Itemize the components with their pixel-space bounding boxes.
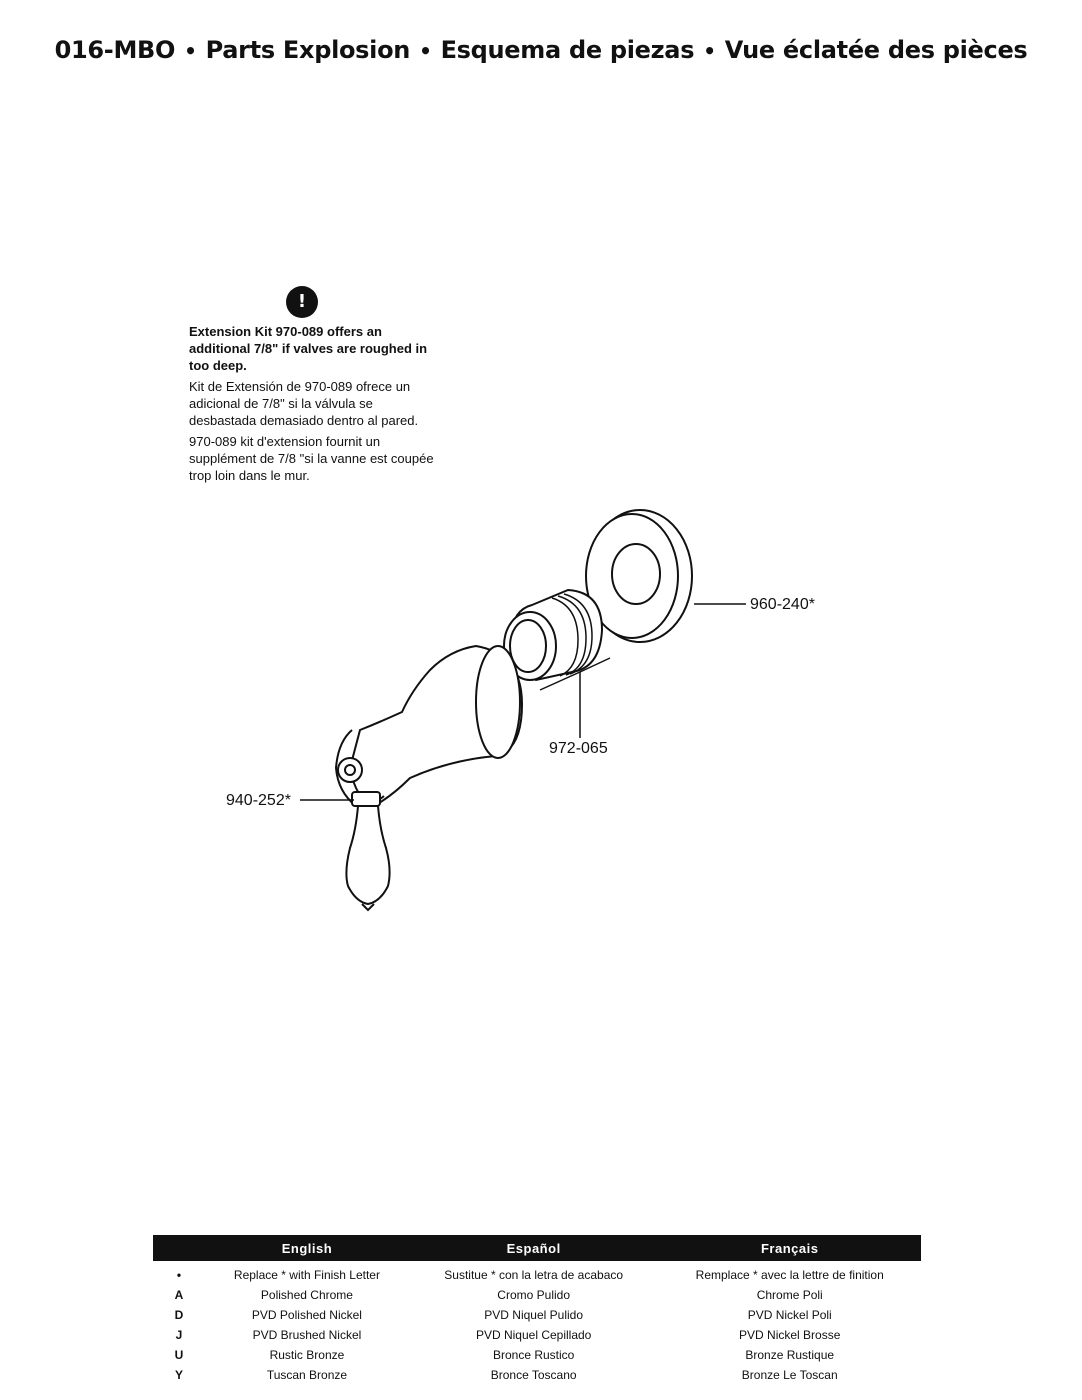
finish-spanish: Cromo Pulido — [497, 1288, 570, 1302]
table-row — [153, 1285, 921, 1305]
title-separator: • — [703, 39, 716, 63]
note-spanish: Kit de Extensión de 970-089 ofrece un adicional de 7/8" si la válvula se desbastada demasiado dentro al pared. — [189, 379, 419, 428]
finish-code: J — [175, 1328, 183, 1342]
finish-spanish: PVD Niquel Pulido — [484, 1308, 584, 1322]
note-english: Extension Kit 970-089 offers an additional 7/8" if valves are roughed in too deep. — [189, 324, 428, 373]
model-number: 016-MBO — [54, 36, 176, 64]
title-french: Vue éclatée des pièces — [724, 36, 1028, 64]
adapter-leader-line — [540, 672, 580, 738]
finish-english: Tuscan Bronze — [266, 1368, 348, 1382]
table-row — [153, 1305, 921, 1325]
finish-french: Bronze Rustique — [745, 1348, 835, 1362]
finish-table — [153, 1235, 921, 1385]
title-separator: • — [419, 39, 432, 63]
header-french: Français — [658, 1235, 921, 1261]
finish-english: PVD Polished Nickel — [251, 1308, 362, 1322]
title-spanish: Esquema de piezas — [440, 36, 695, 64]
finish-french: Bronze Le Toscan — [741, 1368, 838, 1382]
finish-code: U — [174, 1348, 184, 1362]
escutcheon-part-number: 960-240* — [750, 596, 815, 613]
header-spanish: Español — [409, 1235, 659, 1261]
handle-part-number: 940-252* — [226, 792, 291, 809]
finish-english: PVD Brushed Nickel — [252, 1328, 362, 1342]
finish-spanish: Bronce Rustico — [492, 1348, 575, 1362]
adapter-part-number: 972-065 — [549, 740, 608, 757]
header-english: English — [205, 1235, 409, 1261]
finish-code: A — [174, 1288, 184, 1302]
exclamation-icon: ! — [286, 286, 318, 318]
finish-french: PVD Nickel Poli — [747, 1308, 832, 1322]
adapter-part — [504, 590, 602, 680]
table-row — [153, 1365, 921, 1385]
finish-spanish: Bronce Toscano — [490, 1368, 577, 1382]
finish-french: Chrome Poli — [756, 1288, 823, 1302]
handle-body-part — [336, 646, 522, 806]
finish-code: Y — [174, 1368, 183, 1382]
finish-french: Remplace * avec la lettre de finition — [695, 1268, 884, 1282]
finish-french: PVD Nickel Brosse — [739, 1328, 841, 1342]
finish-english: Replace * with Finish Letter — [233, 1268, 380, 1282]
finish-code: • — [176, 1268, 182, 1282]
finish-code: D — [174, 1308, 184, 1322]
finish-english: Rustic Bronze — [269, 1348, 345, 1362]
finish-spanish: PVD Niquel Cepillado — [475, 1328, 592, 1342]
note-french: 970-089 kit d'extension fournit un supplément de 7/8 "si la vanne est coupée trop loin dans le mur. — [189, 434, 434, 483]
finish-english: Polished Chrome — [260, 1288, 353, 1302]
table-row — [153, 1325, 921, 1345]
table-row — [153, 1261, 921, 1285]
title-english: Parts Explosion — [205, 36, 411, 64]
header-code — [153, 1235, 205, 1261]
table-row — [153, 1345, 921, 1365]
finish-spanish: Sustitue * con la letra de acabaco — [444, 1268, 624, 1282]
finish-table-header — [153, 1235, 921, 1261]
title-separator: • — [184, 39, 197, 63]
